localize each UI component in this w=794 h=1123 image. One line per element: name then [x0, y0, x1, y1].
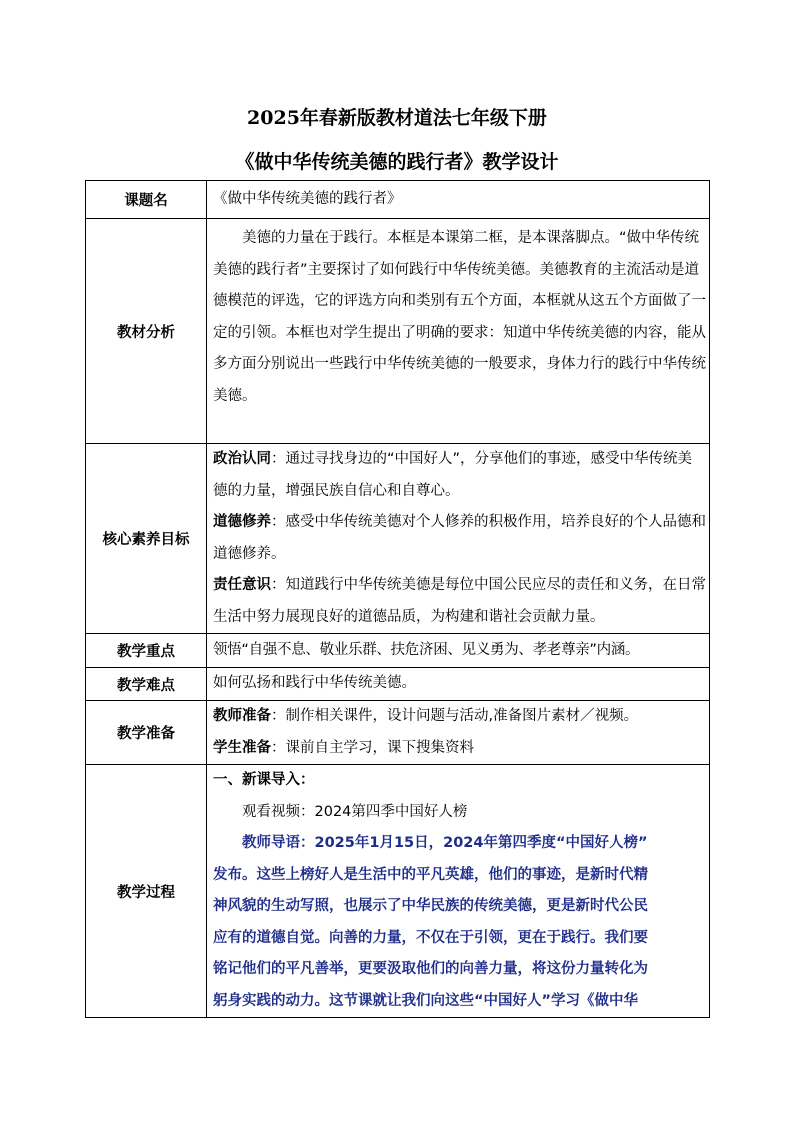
- student-preparation: 学生准备：课前自主学习，课下搜集资料: [213, 739, 474, 756]
- preparation-label: 教学准备: [86, 701, 207, 765]
- guide-line: 躬身实践的动力。这节课就让我们向这些“中国好人”学习《做中华: [213, 992, 639, 1009]
- process-section-title: 一、新课导入：: [213, 772, 315, 788]
- lesson-plan-table: [85, 180, 710, 1018]
- teacher-preparation: 教师准备：制作相关课件，设计问题与活动,准备图片素材／视频。: [213, 708, 639, 724]
- topic-value: [207, 181, 710, 219]
- guide-line: 神风貌的生动写照，也展示了中华民族的传统美德，更是新时代公民: [213, 898, 648, 914]
- goal-item: 道德修养：感受中华传统美德对个人修养的积极作用，培养良好的个人品德和道德修养。: [213, 514, 706, 562]
- row-process: [86, 765, 710, 1018]
- process-label: 教学过程: [86, 765, 207, 1018]
- row-preparation: [86, 701, 710, 765]
- analysis-label: 教材分析: [86, 219, 207, 444]
- difficulty-label: 教学难点: [86, 668, 207, 701]
- goal-item: 政治认同：通过寻找身边的“中国好人”，分享他们的事迹，感受中华传统美德的力量，增强民族自信心和自尊心。: [213, 451, 693, 499]
- row-goals: [86, 444, 710, 634]
- key-points-label: 教学重点: [86, 634, 207, 668]
- row-difficulty: [86, 668, 710, 701]
- process-video-line: 观看视频：2024第四季中国好人榜: [242, 803, 468, 820]
- row-key-points: [86, 634, 710, 668]
- document-title: 2025年春新版教材道法七年级下册: [247, 107, 547, 129]
- preparation-cell: [207, 701, 710, 765]
- goals-cell: [207, 444, 710, 634]
- topic-text: 《做中华传统美德的践行者》: [213, 190, 402, 207]
- guide-line: 应有的道德自觉。向善的力量，不仅在于引领，更在于践行。我们要: [213, 929, 648, 946]
- guide-line: 铭记他们的平凡善举，更要汲取他们的向善力量，将这份力量转化为: [213, 961, 648, 977]
- topic-label: 课题名: [86, 181, 207, 219]
- key-points-text: 领悟“自强不息、敬业乐群、扶危济困、见义勇为、孝老尊亲”内涵。: [213, 641, 640, 658]
- key-points-cell: [207, 634, 710, 668]
- difficulty-cell: [207, 668, 710, 701]
- row-analysis: [86, 219, 710, 444]
- goal-item: 责任意识：知道践行中华传统美德是每位中国公民应尽的责任和义务，在日常生活中努力展现良好的道德品质，为构建和谐社会贡献力量。: [213, 577, 706, 625]
- document-subtitle: 《做中华传统美德的践行者》教学设计: [235, 151, 559, 173]
- guide-line: 教师导语：2025年1月15日，2024年第四季度“中国好人榜”: [242, 835, 648, 851]
- row-topic: [86, 181, 710, 219]
- difficulty-text: 如何弘扬和践行中华传统美德。: [213, 675, 416, 692]
- goals-label: 核心素养目标: [86, 444, 207, 634]
- analysis-cell: [207, 219, 710, 444]
- guide-line: 发布。这些上榜好人是生活中的平凡英雄，他们的事迹，是新时代精: [213, 866, 648, 883]
- analysis-text: 美德的力量在于践行。本框是本课第二框，是本课落脚点。“做中华传统美德的践行者”主要探讨了如何践行中华传统美德。美德教育的主流活动是道德模范的评选，它的评选方向和类别有五个方面，本框就从这五个方面做了一定的引领。本框也对学生提出了明确的要求：知道中华传统美德的内容，能从多方面分别说出一些践行中华传统美德的一般要求，身体力行的践行中华传统美德。: [213, 230, 706, 404]
- process-cell: [207, 765, 710, 1018]
